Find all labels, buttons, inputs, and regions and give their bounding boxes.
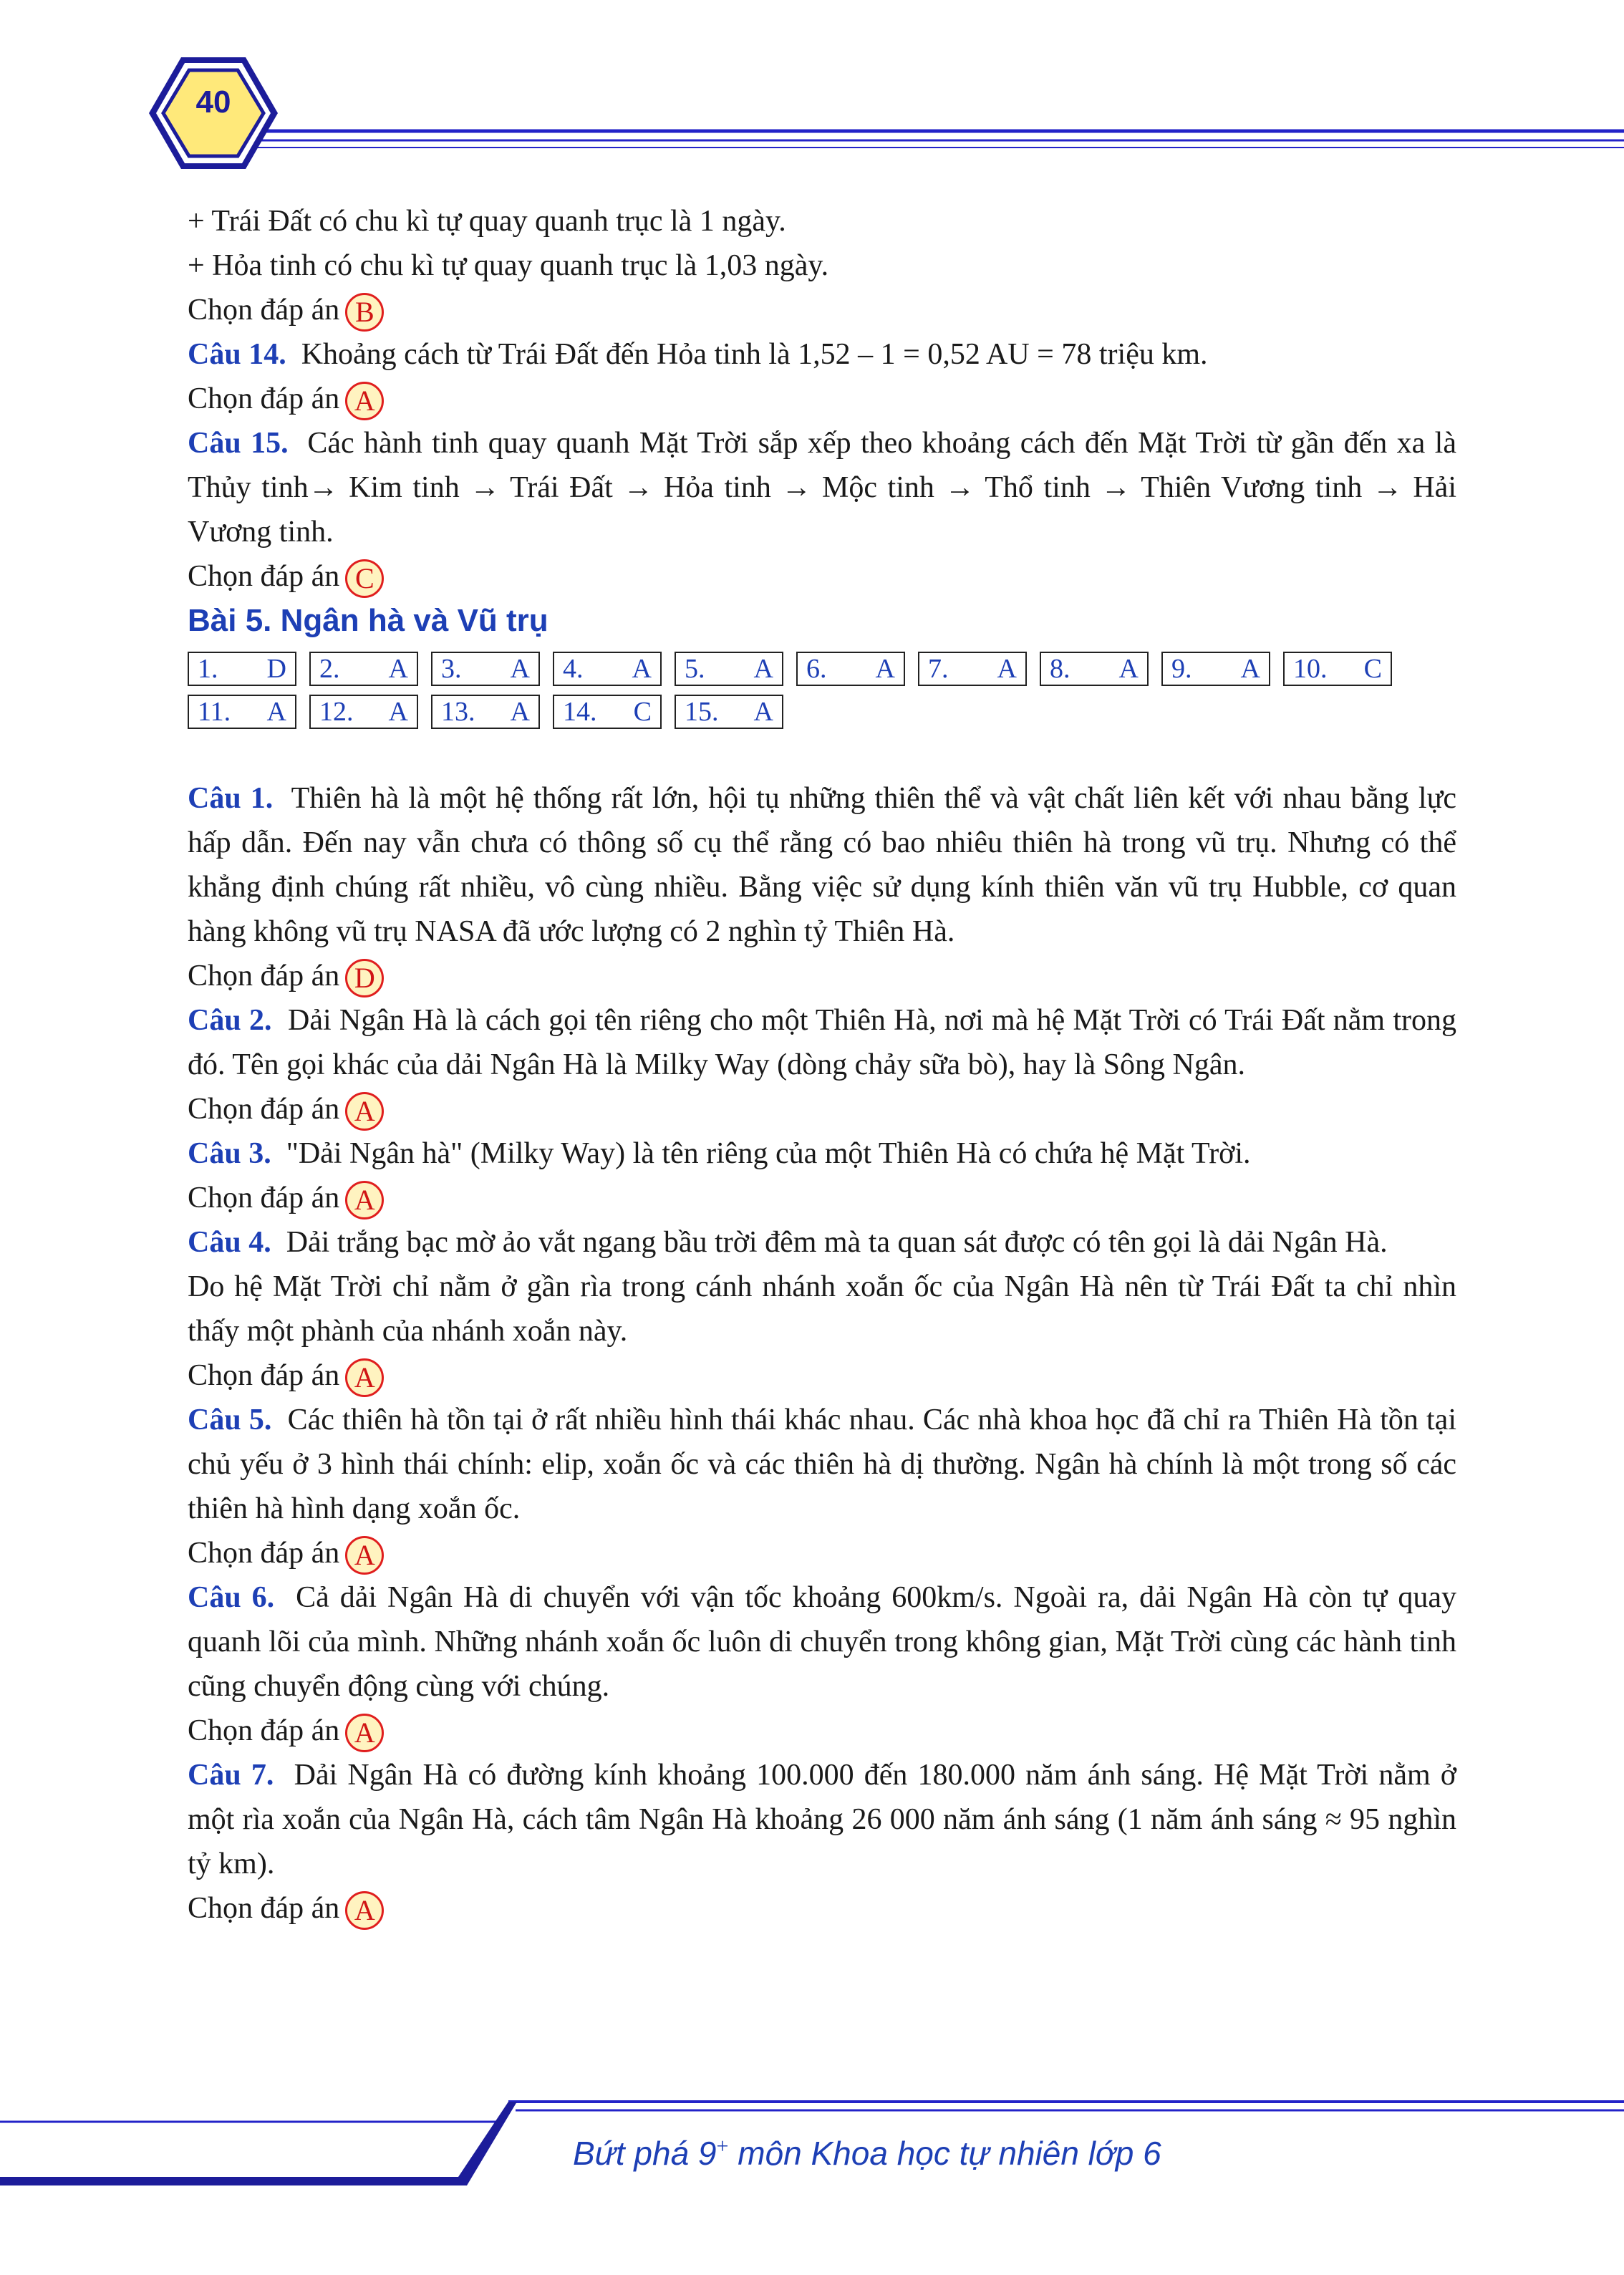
answer-line xyxy=(188,1709,1456,1753)
answer-key-letter: A xyxy=(753,697,773,727)
answer-key-number: 2. xyxy=(319,654,340,684)
question-label: Câu 5. xyxy=(188,1404,272,1436)
page-content xyxy=(188,199,1456,1931)
answer-key-letter: A xyxy=(1240,654,1260,684)
answer-line xyxy=(188,954,1456,998)
answer-circle: B xyxy=(345,293,384,332)
answer-key-number: 9. xyxy=(1171,654,1192,684)
answer-circle: D xyxy=(345,959,384,998)
question-label: Câu 14. xyxy=(188,338,286,371)
answer-key-number: 15. xyxy=(685,697,719,727)
question-4-para-2 xyxy=(188,1265,1456,1353)
answer-key-letter: A xyxy=(875,654,895,684)
answer-key-letter: A xyxy=(1118,654,1139,684)
question-text: Khoảng cách từ Trái Đất đến Hỏa tinh là 1,52 – 1 = 0,52 AU = 78 triệu km. xyxy=(301,338,1208,371)
answer-key-letter: A xyxy=(510,654,530,684)
question-label: Câu 1. xyxy=(188,782,274,815)
choose-label: Chọn đáp án xyxy=(188,1714,340,1747)
answer-key-cell xyxy=(309,695,418,729)
question-5 xyxy=(188,1398,1456,1531)
question-text: "Dải Ngân hà" (Milky Way) là tên riêng của một Thiên Hà có chứa hệ Mặt Trời. xyxy=(286,1137,1251,1170)
choose-label: Chọn đáp án xyxy=(188,294,340,327)
choose-label: Chọn đáp án xyxy=(188,1093,340,1126)
answer-key-letter: A xyxy=(388,697,408,727)
answer-key-number: 12. xyxy=(319,697,354,727)
answer-key-letter: A xyxy=(388,654,408,684)
intro-line-1: + Trái Đất có chu kì tự quay quanh trục là 1 ngày. xyxy=(188,205,786,238)
answer-key-cell xyxy=(188,695,296,729)
answer-circle: A xyxy=(345,1714,384,1752)
answer-key-letter: A xyxy=(266,697,286,727)
answer-key-cell xyxy=(309,652,418,686)
answer-key-number: 8. xyxy=(1050,654,1070,684)
answer-key-cell xyxy=(675,652,783,686)
answer-key-cell xyxy=(796,652,905,686)
question-2 xyxy=(188,998,1456,1087)
answer-line xyxy=(188,1531,1456,1575)
answer-key-number: 11. xyxy=(198,697,231,727)
answer-line xyxy=(188,1886,1456,1931)
answer-key-letter: A xyxy=(753,654,773,684)
question-text: Dải trắng bạc mờ ảo vắt ngang bầu trời đêm mà ta quan sát được có tên gọi là dải Ngân Hà. xyxy=(286,1226,1388,1259)
choose-label: Chọn đáp án xyxy=(188,960,340,992)
answer-line-q13 xyxy=(188,288,1456,332)
question-label: Câu 4. xyxy=(188,1226,271,1259)
answer-key-cell xyxy=(1283,652,1392,686)
question-7 xyxy=(188,1753,1456,1886)
answer-key-cell xyxy=(431,652,540,686)
choose-label: Chọn đáp án xyxy=(188,382,340,415)
answer-key-cell xyxy=(1161,652,1270,686)
question-3 xyxy=(188,1131,1456,1176)
answer-key-letter: A xyxy=(997,654,1017,684)
answer-key-letter: C xyxy=(1363,654,1382,684)
answer-key-cell xyxy=(1040,652,1149,686)
answer-circle: C xyxy=(345,559,384,598)
question-text: Dải Ngân Hà là cách gọi tên riêng cho một Thiên Hà, nơi mà hệ Mặt Trời có Trái Đất nằm trong đó. Tên gọi khác của dải Ngân Hà là Milky Way (dòng chảy sữa bò), hay là Sông Ngân. xyxy=(188,1004,1456,1081)
question-label: Câu 15. xyxy=(188,427,289,460)
answer-circle: A xyxy=(345,1358,384,1397)
answer-key-number: 5. xyxy=(685,654,705,684)
answer-line xyxy=(188,1353,1456,1398)
choose-label: Chọn đáp án xyxy=(188,560,340,593)
question-list xyxy=(188,776,1456,1931)
question-text: Do hệ Mặt Trời chỉ nằm ở gần rìa trong cánh nhánh xoắn ốc của Ngân Hà nên từ Trái Đất ta chỉ nhìn thấy một phành của nhánh xoắn này. xyxy=(188,1270,1456,1348)
section-title: Bài 5. Ngân hà và Vũ trụ xyxy=(188,603,548,638)
answer-key-cell xyxy=(188,652,296,686)
answer-key-cell xyxy=(553,695,662,729)
answer-key-number: 13. xyxy=(441,697,475,727)
question-text: Cả dải Ngân Hà di chuyển với vận tốc khoảng 600km/s. Ngoài ra, dải Ngân Hà còn tự quay quanh lõi của mình. Những nhánh xoắn ốc luôn di chuyển trong không gian, Mặt Trời cùng các hành tinh cũng chuyển động cùng với chúng. xyxy=(188,1581,1456,1703)
question-label: Câu 6. xyxy=(188,1581,275,1614)
answer-key-letter: A xyxy=(632,654,652,684)
question-4 xyxy=(188,1220,1456,1265)
question-label: Câu 3. xyxy=(188,1137,271,1170)
answer-key-letter: A xyxy=(510,697,530,727)
page-number: 40 xyxy=(195,84,231,120)
answer-line-q14 xyxy=(188,377,1456,421)
answer-key-number: 7. xyxy=(928,654,949,684)
answer-circle: A xyxy=(345,1536,384,1575)
answer-circle: A xyxy=(345,382,384,420)
question-14 xyxy=(188,332,1456,377)
answer-key-grid xyxy=(188,652,1456,729)
answer-key-letter: D xyxy=(266,654,286,684)
question-label: Câu 7. xyxy=(188,1759,274,1792)
answer-key-cell xyxy=(918,652,1027,686)
answer-circle: A xyxy=(345,1891,384,1930)
intro-line-2: + Hỏa tinh có chu kì tự quay quanh trục là 1,03 ngày. xyxy=(188,249,829,282)
question-1 xyxy=(188,776,1456,954)
question-text: Thiên hà là một hệ thống rất lớn, hội tụ những thiên thể và vật chất liên kết với nhau bằng lực hấp dẫn. Đến nay vẫn chưa có thông số cụ thể rằng có bao nhiêu thiên hà trong vũ trụ. Nhưng có thể khẳng định chúng rất nhiều, vô cùng nhiều. Bằng việc sử dụng kính thiên văn vũ trụ Hubble, cơ quan hàng không vũ trụ NASA đã ước lượng có 2 nghìn tỷ Thiên Hà. xyxy=(188,782,1456,948)
answer-key-number: 1. xyxy=(198,654,218,684)
answer-key-number: 10. xyxy=(1293,654,1328,684)
answer-circle: A xyxy=(345,1181,384,1219)
answer-key-cell xyxy=(553,652,662,686)
choose-label: Chọn đáp án xyxy=(188,1537,340,1570)
answer-key-cell xyxy=(431,695,540,729)
choose-label: Chọn đáp án xyxy=(188,1182,340,1214)
answer-key-letter: C xyxy=(633,697,652,727)
answer-circle: A xyxy=(345,1092,384,1131)
answer-line xyxy=(188,1176,1456,1220)
question-text: Dải Ngân Hà có đường kính khoảng 100.000 đến 180.000 năm ánh sáng. Hệ Mặt Trời nằm ở một rìa xoắn của Ngân Hà, cách tâm Ngân Hà khoảng 26 000 năm ánh sáng (1 năm ánh sáng ≈ 95 nghìn tỷ km). xyxy=(188,1759,1456,1880)
question-text: Các hành tinh quay quanh Mặt Trời sắp xếp theo khoảng cách đến Mặt Trời từ gần đến xa là Thủy tinh→ Kim tinh → Trái Đất → Hỏa tinh → Mộc tinh → Thổ tinh → Thiên Vương tinh → Hải Vương tinh. xyxy=(188,427,1456,549)
footer-title: Bứt phá 9+ môn Khoa học tự nhiên lớp 6 xyxy=(573,2134,1161,2172)
answer-key-number: 6. xyxy=(806,654,827,684)
question-6 xyxy=(188,1575,1456,1709)
answer-key-number: 4. xyxy=(563,654,584,684)
answer-line xyxy=(188,1087,1456,1131)
answer-key-number: 14. xyxy=(563,697,597,727)
answer-line-q15 xyxy=(188,554,1456,599)
question-text: Các thiên hà tồn tại ở rất nhiều hình thái khác nhau. Các nhà khoa học đã chỉ ra Thiên Hà tồn tại chủ yếu ở 3 hình thái chính: elip, xoắn ốc và các thiên hà dị thường. Ngân hà chính là một trong số các thiên hà hình dạng xoắn ốc. xyxy=(188,1404,1456,1525)
question-15 xyxy=(188,421,1456,554)
answer-key-number: 3. xyxy=(441,654,462,684)
answer-key-cell xyxy=(675,695,783,729)
question-label: Câu 2. xyxy=(188,1004,272,1037)
choose-label: Chọn đáp án xyxy=(188,1892,340,1925)
choose-label: Chọn đáp án xyxy=(188,1359,340,1392)
